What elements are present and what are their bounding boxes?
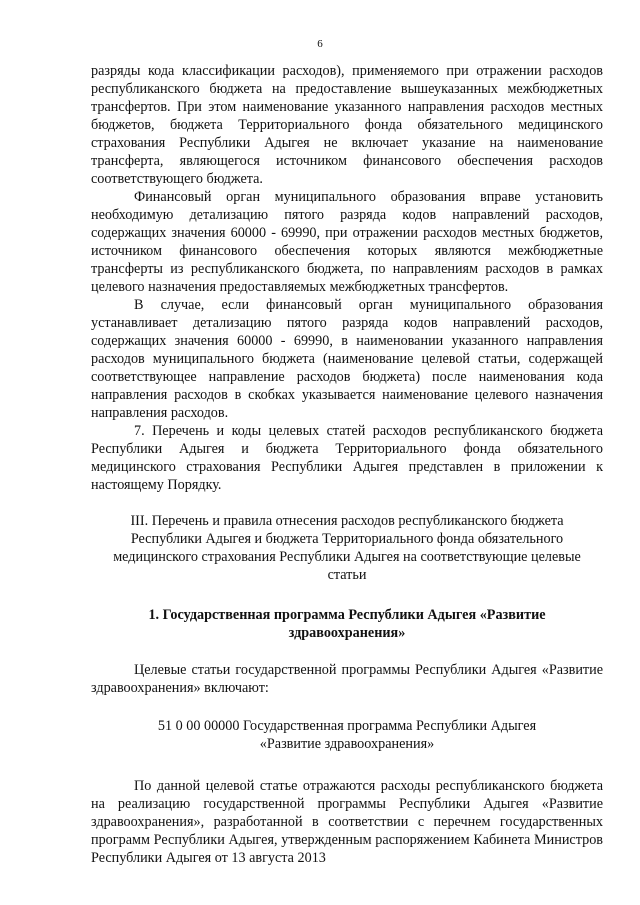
section-iii-heading: [91, 512, 603, 584]
section-heading-line: III. Перечень и правила отнесения расходов республиканского бюджета: [130, 513, 564, 529]
program-heading: [91, 606, 603, 642]
program-heading-line: здравоохранения»: [288, 625, 406, 641]
paragraph-financial-organ: Финансовый орган муниципального образования вправе установить необходимую детализацию пятого разряда кодов направлений расходов, содержащих значения 60000 - 69990, при отражении расходов местных бюджетов, источником финансового обеспечения которых являются межбюджетные трансферты из республиканского бюджета, по направлениям расходов в рамках целевого назначения предоставляемых межбюджетных трансфертов.: [91, 189, 603, 295]
program-heading-line: 1. Государственная программа Республики Адыгея «Развитие: [148, 607, 546, 623]
section-heading-line: медицинского страхования Республики Адыгея на соответствующие целевые: [113, 549, 581, 565]
paragraph-detailization-case: В случае, если финансовый орган муниципального образования устанавливает детализацию пятого разряда кодов направлений расходов, содержащих значения 60000 - 69990, в наименовании указанного направления расходов муниципального бюджета (наименование целевой статьи, содержащей соответствующее направление расходов бюджета) после наименования кода направления расходов в скобках указывается наименование целевого назначения направления расходов.: [91, 297, 603, 421]
section-heading-line: статьи: [327, 567, 367, 583]
document-body: [91, 62, 603, 867]
paragraph-program-intro: Целевые статьи государственной программы Республики Адыгея «Развитие здравоохранения» включают:: [91, 662, 603, 696]
target-article-code-heading: [91, 717, 603, 753]
paragraph-item-7: 7. Перечень и коды целевых статей расходов республиканского бюджета Республики Адыгея и бюджета Территориального фонда обязательного медицинского страхования Республики Адыгея представлен в приложении к настоящему Порядку.: [91, 423, 603, 493]
section-heading-line: Республики Адыгея и бюджета Территориального фонда обязательного: [130, 531, 564, 547]
code-heading-line: 51 0 00 00000 Государственная программа Республики Адыгея: [157, 718, 537, 734]
paragraph-program-description: По данной целевой статье отражаются расходы республиканского бюджета на реализацию государственной программы Республики Адыгея «Развитие здравоохранения», разработанной в соответствии с перечнем государственных программ Республики Адыгея, утвержденным распоряжением Кабинета Министров Республики Адыгея от 13 августа 2013: [91, 778, 603, 866]
paragraph-continuation: разряды кода классификации расходов), применяемого при отражении расходов республиканского бюджета на предоставление вышеуказанных межбюджетных трансфертов. При этом наименование указанного направления расходов местных бюджетов, бюджета Территориального фонда обязательного медицинского страхования Республики Адыгея не включает указание на наименование трансферта, являющегося источником финансового обеспечения расходов соответствующего бюджета.: [91, 63, 603, 187]
page-number: 6: [317, 38, 323, 50]
code-heading-line: «Развитие здравоохранения»: [259, 736, 435, 752]
